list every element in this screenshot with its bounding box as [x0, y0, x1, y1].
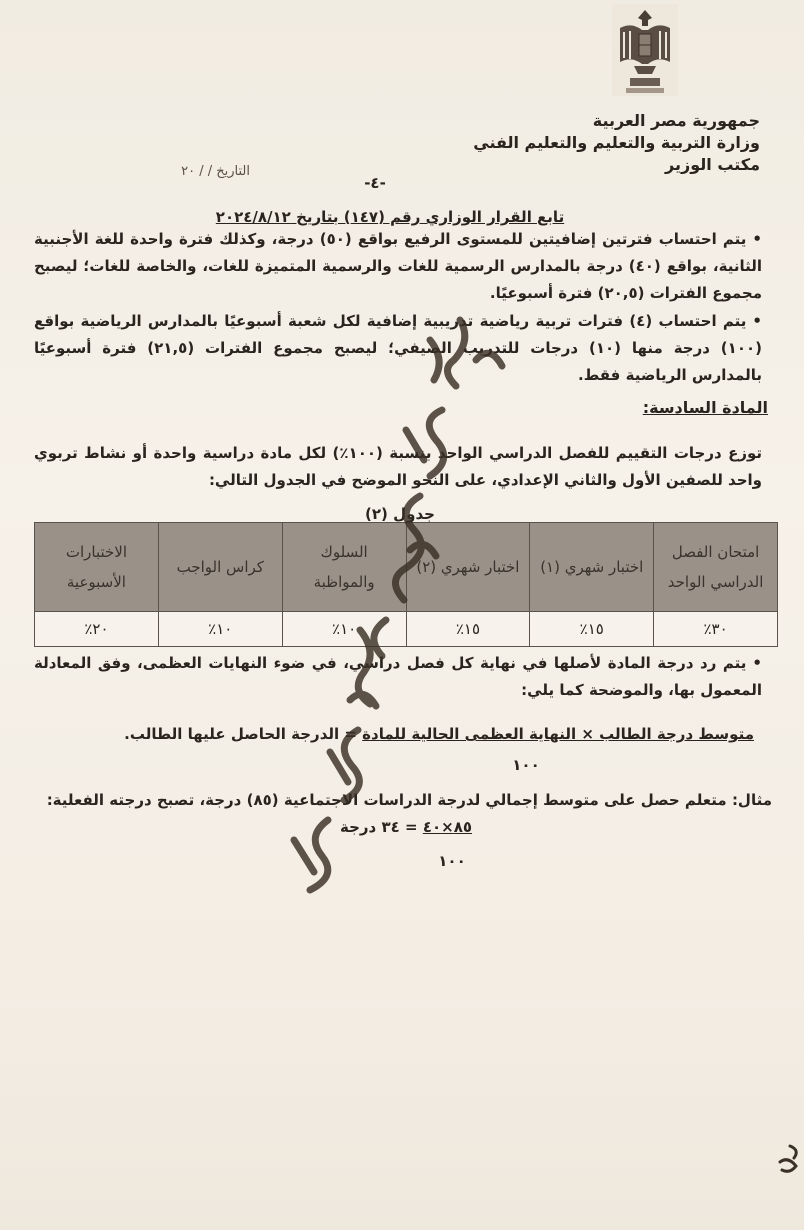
table-header-cell: امتحان الفصل الدراسي الواحد: [654, 523, 778, 612]
table-row: [35, 612, 778, 647]
table-cell: ١٥٪: [406, 612, 530, 647]
formula-result: = الدرجة الحاصل عليها الطالب.: [124, 725, 357, 743]
example-line: [32, 788, 772, 812]
table-cell: ٢٠٪: [35, 612, 159, 647]
table-header-cell: اختبار شهري (٢): [406, 523, 530, 612]
example-text: متعلم حصل على متوسط إجمالي لدرجة الدراسات الاجتماعية (٨٥) درجة، تصبح درجته الفعلية:: [46, 791, 727, 809]
calc-denominator: ١٠٠: [438, 852, 466, 870]
example-calculation: [340, 818, 490, 836]
bullet-text-1: يتم احتساب فترتين إضافيتين للمستوى الرفيع بواقع (٥٠) درجة، وكذلك فترة واحدة للغة الأجنبية الثانية، بواقع (٤٠) درجة بالمدارس الرسمية للغات والرسمية المتميزة للغات، والخاصة للغات؛ ليصبح مجموع الفترات (٢٠,٥) فترة أسبوعيًا.: [34, 230, 762, 302]
header-office: مكتب الوزير: [665, 155, 760, 174]
eagle-emblem-icon: [612, 4, 678, 96]
bullet-icon: •: [752, 230, 762, 248]
article-heading: المادة السادسة:: [642, 398, 768, 417]
page-number: -٤-: [364, 174, 386, 192]
formula-line: [54, 722, 754, 746]
table-header-row: [35, 523, 778, 612]
bullet-text-3: يتم رد درجة المادة لأصلها في نهاية كل فصل دراسي، في ضوء النهايات العظمى، وفق المعادلة المعمول بها، والموضحة كما يلي:: [34, 654, 762, 699]
table-cell: ١٠٪: [282, 612, 406, 647]
article-paragraph: توزع درجات التقييم للفصل الدراسي الواحد بنسبة (١٠٠٪) لكل مادة دراسية واحدة أو نشاط تربوي واحد للصفين الأول والثاني الإعدادي، على النحو الموضح في الجدول التالي:: [34, 444, 762, 489]
grades-table: [34, 522, 778, 647]
bullet-text-2: يتم احتساب (٤) فترات تربية رياضية تدريبية إضافية لكل شعبة أسبوعيًا بالمدارس الرياضية بواقع (١٠٠) درجة منها (١٠) درجات للتدريب الصيفي؛ ليصبح مجموع الفترات (٢١,٥) فترة أسبوعيًا بالمدارس الرياضية فقط.: [34, 312, 762, 384]
table-header-cell: اختبار شهري (١): [530, 523, 654, 612]
table-header-cell: كراس الواجب: [158, 523, 282, 612]
pen-mark-icon: [760, 1140, 804, 1180]
bullet-paragraph-1: [34, 226, 762, 307]
date-field: التاريخ / / ٢٠: [181, 164, 250, 179]
decision-title: تابع القرار الوزاري رقم (١٤٧) بتاريخ ٢٠٢٤/٨/١٢: [215, 208, 565, 226]
table-header-cell: السلوك والمواظبة: [282, 523, 406, 612]
header-ministry: وزارة التربية والتعليم والتعليم الفني: [473, 133, 760, 152]
example-label: مثال:: [731, 791, 772, 809]
bullet-icon: •: [752, 654, 762, 672]
bullet-icon: •: [752, 312, 762, 330]
bullet-paragraph-3: [34, 650, 762, 704]
table-cell: ١٥٪: [530, 612, 654, 647]
calc-numerator: ٨٥×٤٠: [422, 818, 473, 836]
bullet-paragraph-2: [34, 308, 762, 389]
table-caption: جدول (٢): [365, 505, 435, 523]
ministry-header: [473, 110, 760, 176]
formula-denominator: ١٠٠: [512, 756, 540, 774]
header-country: جمهورية مصر العربية: [592, 111, 760, 130]
formula-numerator: متوسط درجة الطالب × النهاية العظمى الحالية للمادة: [362, 725, 754, 743]
calc-result: = ٣٤ درجة: [340, 818, 418, 836]
table-cell: ٣٠٪: [654, 612, 778, 647]
table-header-cell: الاختبارات الأسبوعية: [35, 523, 159, 612]
table-cell: ١٠٪: [158, 612, 282, 647]
